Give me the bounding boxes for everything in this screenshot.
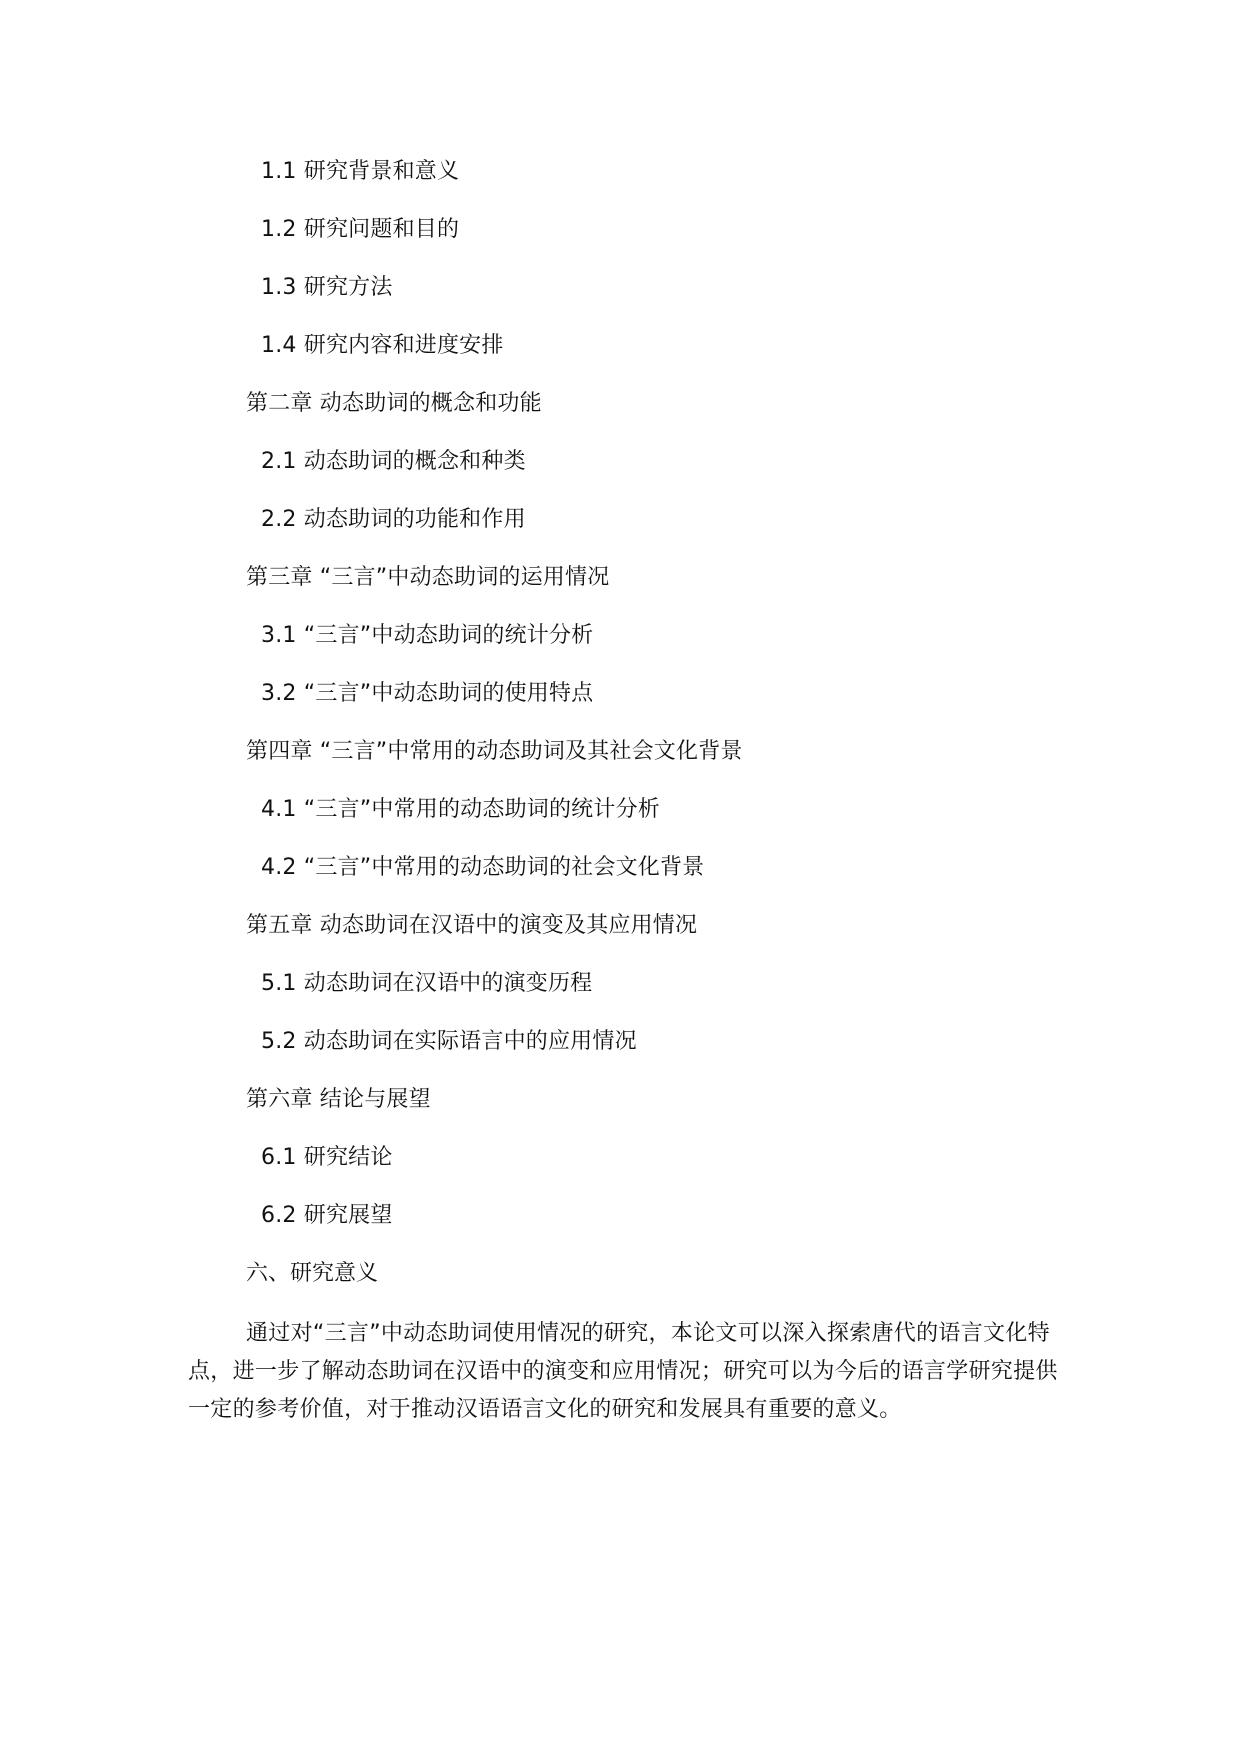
- toc-chapter-2: 第二章 动态助词的概念和功能: [246, 391, 542, 416]
- toc-chapter-6: 第六章 结论与展望: [246, 1087, 431, 1112]
- toc-entry-5-1: 5.1 动态助词在汉语中的演变历程: [261, 971, 593, 996]
- toc-entry-1-4: 1.4 研究内容和进度安排: [261, 333, 504, 358]
- toc-entry-1-3: 1.3 研究方法: [261, 275, 393, 300]
- toc-entry-6-2: 6.2 研究展望: [261, 1203, 393, 1228]
- toc-entry-4-2: 4.2 “三言”中常用的动态助词的社会文化背景: [261, 855, 705, 880]
- toc-entry-5-2: 5.2 动态助词在实际语言中的应用情况: [261, 1029, 637, 1054]
- toc-entry-2-1: 2.1 动态助词的概念和种类: [261, 449, 526, 474]
- toc-chapter-3: 第三章 “三言”中动态助词的运用情况: [246, 565, 610, 590]
- section-heading: 六、研究意义: [246, 1261, 379, 1286]
- toc-entry-1-1: 1.1 研究背景和意义: [261, 159, 460, 184]
- toc-chapter-5: 第五章 动态助词在汉语中的演变及其应用情况: [246, 913, 698, 938]
- toc-chapter-4: 第四章 “三言”中常用的动态助词及其社会文化背景: [246, 739, 743, 764]
- toc-entry-3-2: 3.2 “三言”中动态助词的使用特点: [261, 681, 594, 706]
- toc-entry-1-2: 1.2 研究问题和目的: [261, 217, 460, 242]
- toc-entry-2-2: 2.2 动态助词的功能和作用: [261, 507, 526, 532]
- toc-entry-6-1: 6.1 研究结论: [261, 1145, 393, 1170]
- section-paragraph: 通过对“三言”中动态助词使用情况的研究，本论文可以深入探索唐代的语言文化特点，进一步了解动态助词在汉语中的演变和应用情况；研究可以为今后的语言学研究提供一定的参考价值，对于推动汉语语言文化的研究和发展具有重要的意义。: [188, 1321, 1058, 1422]
- toc-entry-3-1: 3.1 “三言”中动态助词的统计分析: [261, 623, 594, 648]
- toc-entry-4-1: 4.1 “三言”中常用的动态助词的统计分析: [261, 797, 660, 822]
